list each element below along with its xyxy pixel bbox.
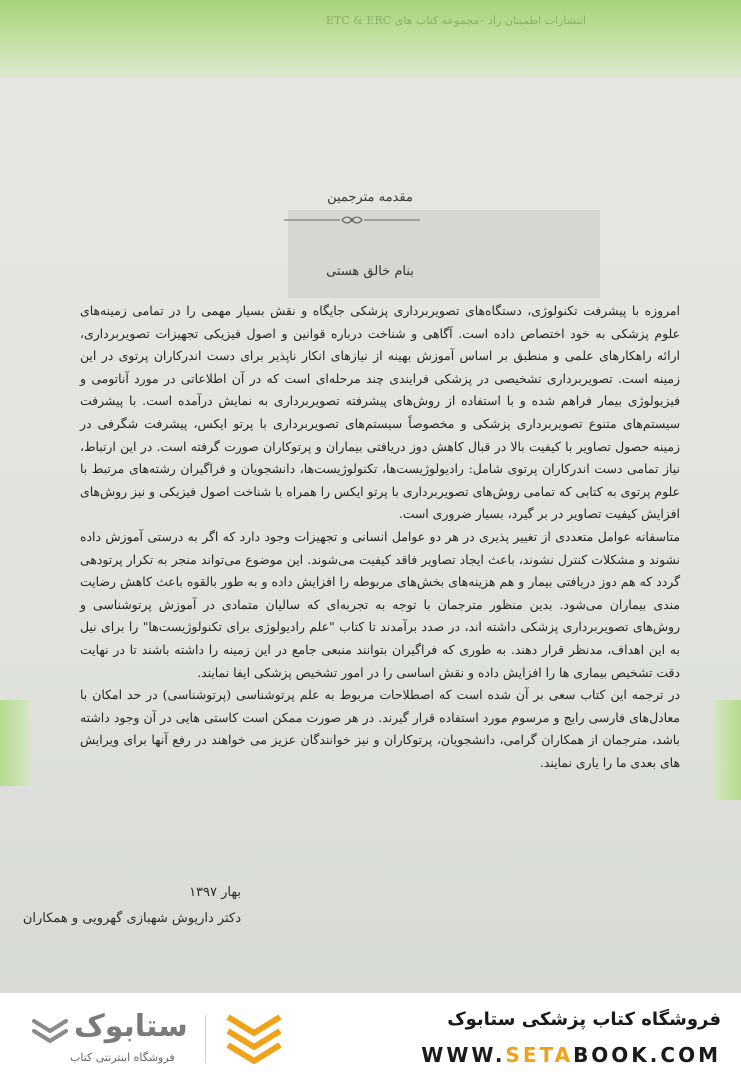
paragraph-1: امروزه با پیشرفت تکنولوژی، دستگاه‌های تصویربرداری پزشکی جایگاه و نقش بسیار مهمی را در تمامی زمینه‌های علوم پزشکی به خود اختصاص داده است. آگاهی و شناخت درباره قوانین و اصول فیزیکی تجهیزات تصویربرداری، ارائه راهکارهای علمی و منطبق بر اساس آموزش بهینه از نیازهای انکار ناپذیر برای دست اندرکاران پرتوی در این زمینه است. تصویربرداری تشخیصی در پزشکی فرایندی چند مرحله‌ای است که در آن اطلاعاتی در مورد آناتومی و فیزیولوژی بیمار فراهم شده و با استفاده از روش‌های پیشرفته تصویربرداری به نمایش درآمده است. با پیشرفت سیستم‌های متنوع تصویربرداری پزشکی و مخصوصاً سیستم‌های تصویربرداری با پرتو ایکس، پیشرفت شگرفی در زمینه حصول تصاویر با کیفیت بالا در قبال کاهش دوز دریافتی بیماران و پرتوکاران صورت گرفته است. در این ارتباط، نیاز تمامی دست اندرکاران پرتوی شامل: رادیولوژیست‌ها، تکنولوژیست‌ها، دانشجویان و فراگیران رشته‌های مرتبط با علوم پرتوی به کتابی که تمامی روش‌های تصویربرداری با پرتو ایکس را همراه با شناخت اصول فیزیکی و نیز روش‌های افزایش کیفیت تصاویر در بر گیرد، بسیار ضروری است. — [80, 303, 681, 522]
store-footer — [0, 993, 741, 1080]
store-name: فروشگاه کتاب پزشکی ستابوک — [447, 1009, 721, 1030]
preface-body — [80, 300, 680, 774]
url-prefix: WWW. — [421, 1043, 506, 1067]
footer-divider — [205, 1015, 206, 1063]
url-highlight: SETA — [505, 1043, 574, 1067]
publisher-line: انتشارات اطمینان راد –مجموعه کتاب های ETC & ERC — [325, 14, 586, 27]
left-chapter-tab — [0, 700, 30, 786]
divider-ornament-icon — [282, 214, 422, 226]
logo-wordmark: ستابوک — [74, 1009, 188, 1044]
signature-author: دکتر داریوش شهبازی گهرویی و همکاران — [22, 911, 241, 926]
paragraph-2: متاسفانه عوامل متعددی از تغییر پذیری در هر دو عوامل انسانی و تجهیزات وجود دارد که اگر به درستی آموزش داده نشوند و مشکلات کنترل نشوند، باعث ایجاد تصاویر فاقد کیفیت می‌شوند. این موضوع می‌تواند منجر به تکرار پرتودهی گردد که هم دوز دریافتی بیمار و هم هزینه‌های بخش‌های مربوطه را افزایش داده و به طور بالقوه باعث کاهش رضایت مندی بیماران می‌شود. بدین منظور مترجمان با توجه به تجربه‌ای که سالیان متمادی در آموزش پرتوشناسی و روش‌های تصویربرداری پزشکی داشته اند، در صدد برآمدند تا کتاب "علم رادیولوژی برای تکنولوژیست‌ها" را برای نیل به این اهداف، مدنظر قرار دهند. به طوری که فراگیران بتوانند منبعی جامع در این زمینه را داشته باشند تا در نهایت دقت تشخیص بیماری ها را افزایش داده و نقش اساسی را در امور تشخیص پزشکی ایفا نمایند. — [80, 528, 680, 680]
basmala-heading: بنام خالق هستی — [326, 264, 414, 279]
section-title: مقدمه مترجمین — [327, 190, 413, 205]
book-stack-logo-icon — [30, 1011, 70, 1051]
store-url-link[interactable] — [421, 1043, 721, 1067]
signature-date: بهار ۱۳۹۷ — [189, 885, 241, 900]
url-suffix: BOOK.COM — [573, 1043, 721, 1067]
paragraph-3: در ترجمه این کتاب سعی بر آن شده است که اصطلاحات مربوط به علم پرتوشناسی (پرتوشناسی) در حد امکان با معادل‌های فارسی رایج و مرسوم مورد استفاده قرار گیرند. در هر صورت ممکن است کاستی هایی در آن وجود داشته باشد، مترجمان از همکاران گرامی، دانشجویان، پرتوکاران و نیز خوانندگان عزیز می خواهند در رفع آنها برای ویرایش های بعدی ما را یاری نمایند. — [80, 687, 680, 770]
brand-chevron-icon — [224, 1009, 284, 1065]
header-band — [0, 0, 741, 78]
right-chapter-tab — [713, 700, 741, 800]
logo-subtitle: فروشگاه اینترنتی کتاب — [70, 1051, 175, 1064]
store-logo[interactable] — [30, 1007, 210, 1071]
signature-block — [23, 880, 241, 932]
